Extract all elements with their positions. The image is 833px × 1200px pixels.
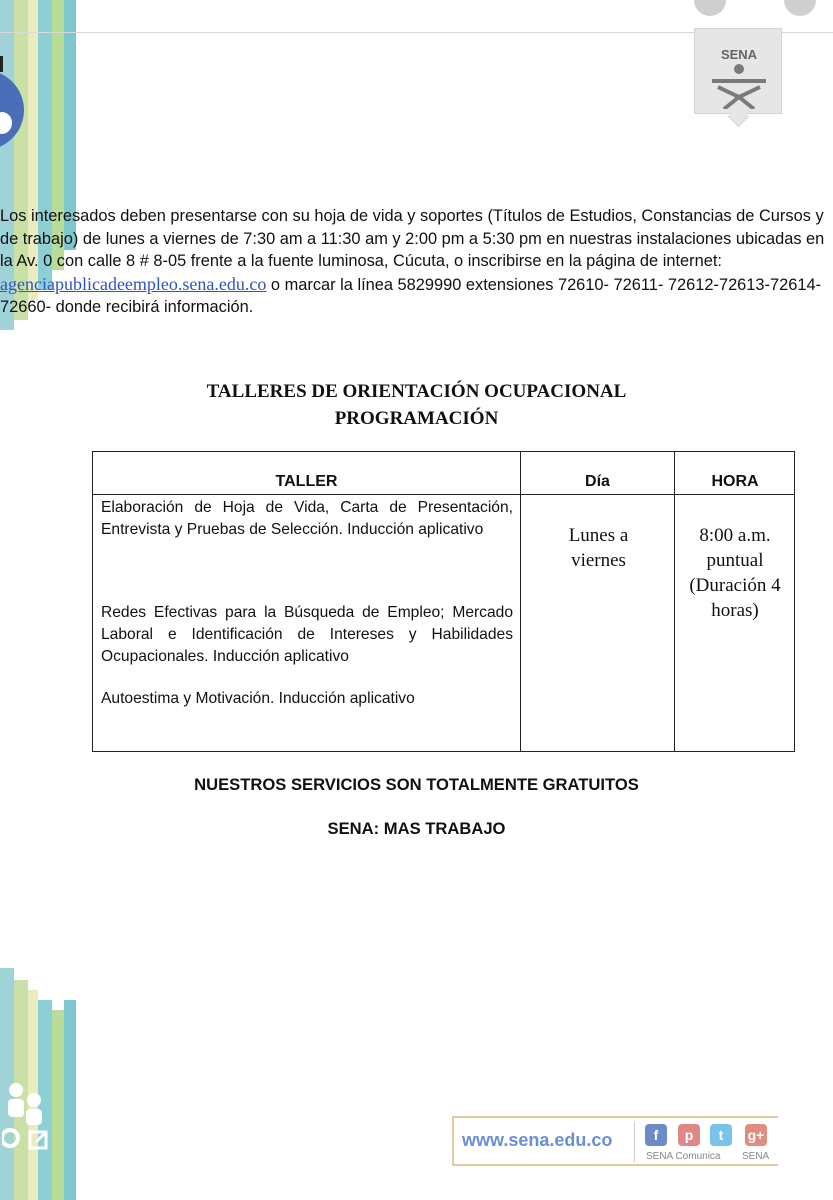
column-header-dia: Día (585, 473, 610, 490)
decor-circle (694, 0, 726, 16)
decor-dark-bar (0, 56, 3, 72)
column-header-taller: TALLER (275, 473, 338, 490)
sena-figure-icon (708, 63, 770, 109)
dia-cell: Lunes a viernes (568, 525, 629, 571)
decor-circle (784, 0, 816, 16)
google-plus-icon[interactable]: g+ (745, 1124, 767, 1146)
social-caption: SENA Comunica (646, 1151, 721, 1162)
column-header-hora: HORA (711, 473, 759, 490)
table-divider (674, 452, 675, 751)
taller-item: Redes Efectivas para la Búsqueda de Empleo; Mercado Laboral e Identificación de Intereses y Habilidades Ocupacionales. Inducción aplicativo (101, 604, 513, 665)
intro-paragraph (0, 205, 833, 319)
document-title: TALLERES DE ORIENTACIÓN OCUPACIONAL (206, 381, 627, 402)
decor-stripe (64, 1000, 76, 1200)
table-header-divider (93, 494, 794, 495)
intro-text: Los interesados deben presentarse con su hoja de vida y soportes (Títulos de Estudios, Constancias de Cursos y de trabajo) de lunes a viernes de 7:30 am a 11:30 am y 2:00 pm a 5:30 pm en nuestras instalaciones ubicadas en la Av. 0 con calle 8 # 8-05 frente a la fuente luminosa, Cúcuta, o inscribirse en la página de internet: (0, 207, 825, 270)
sena-slogan: SENA: MAS TRABAJO (327, 819, 506, 838)
document-subtitle: PROGRAMACIÓN (334, 408, 499, 429)
web-divider (634, 1122, 635, 1162)
sena-logo-text: SENA (720, 47, 758, 62)
taller-item: Autoestima y Motivación. Inducción aplicativo (101, 690, 415, 707)
people-gear-icon (2, 1080, 48, 1154)
facebook-icon[interactable]: f (645, 1124, 667, 1146)
sena-logo-tail (728, 106, 749, 127)
pinterest-icon[interactable]: p (678, 1124, 700, 1146)
intro-text-end: o marcar la línea 5829990 extensiones 72610- 72611- 72612-72613-72614- 72660- donde recibirá información. (0, 275, 822, 316)
website-link[interactable]: agenciapublicadeempleo.sena.edu.co (0, 273, 267, 294)
web-url[interactable]: www.sena.edu.co (462, 1130, 613, 1150)
schedule-table (92, 451, 795, 752)
twitter-icon[interactable]: t (710, 1124, 732, 1146)
social-caption: SENA (742, 1151, 770, 1162)
hora-cell: 8:00 a.m. puntual (Duración 4 horas) (689, 525, 781, 621)
sena-logo (694, 28, 782, 114)
decor-stripe (52, 1010, 64, 1200)
table-divider (520, 452, 521, 751)
free-services-notice: NUESTROS SERVICIOS SON TOTALMENTE GRATUITOS (194, 775, 639, 794)
taller-item: Elaboración de Hoja de Vida, Carta de Presentación, Entrevista y Pruebas de Selección. Inducción aplicativo (101, 499, 513, 538)
